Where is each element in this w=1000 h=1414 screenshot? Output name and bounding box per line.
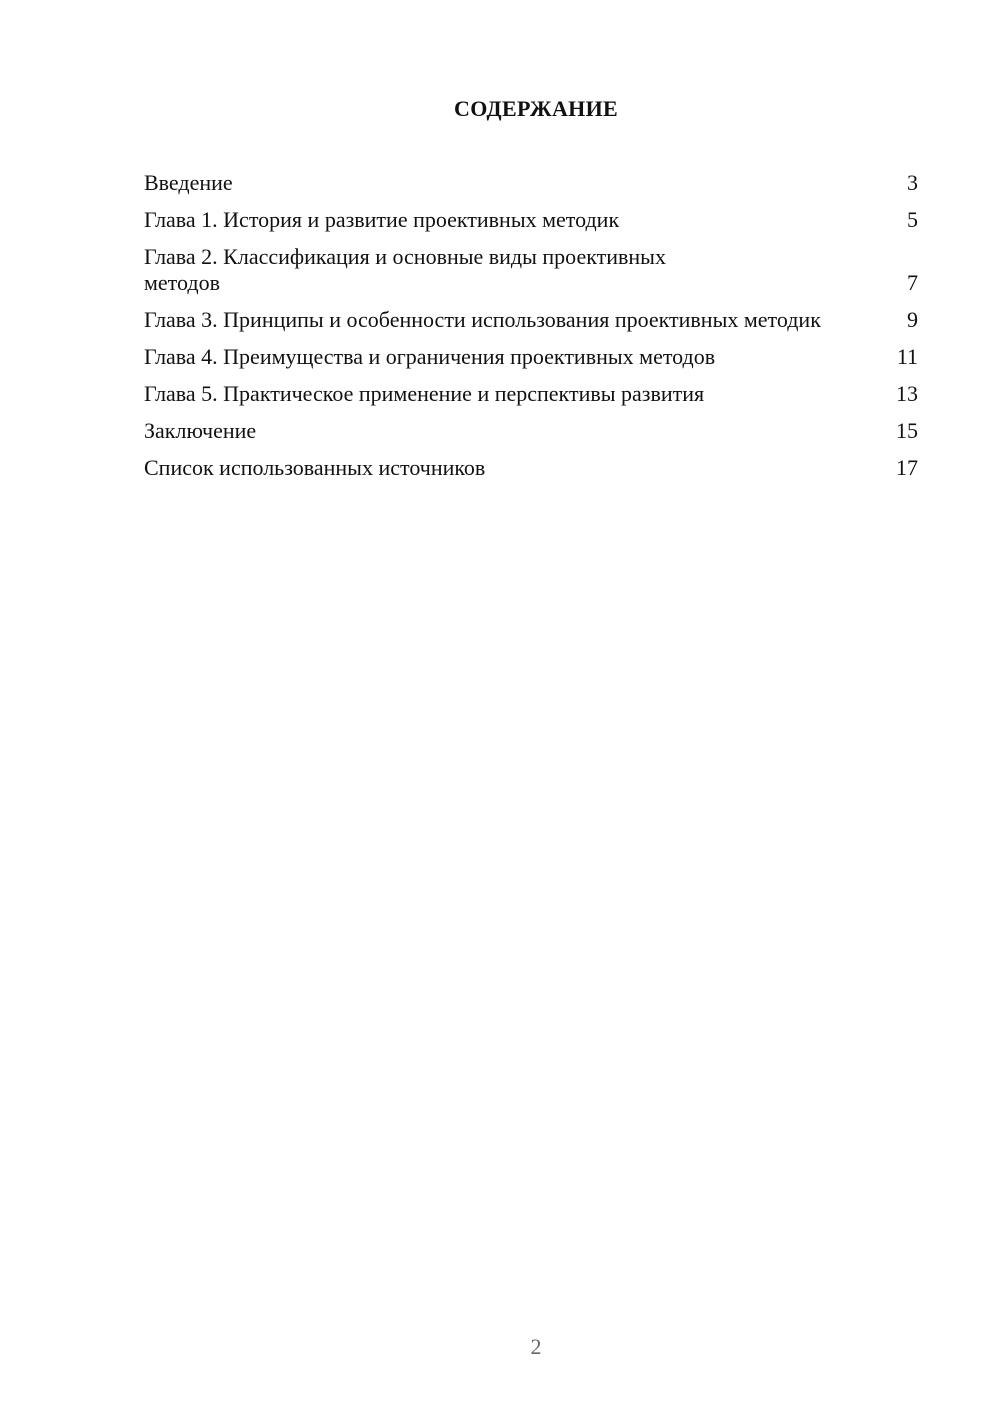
- toc-item-label: Глава 5. Практическое применение и перспективы развития: [144, 381, 705, 406]
- toc-item-chapter-1: [144, 207, 918, 233]
- toc-item-page: 5: [907, 207, 918, 232]
- toc-item-chapter-5: [144, 381, 918, 407]
- toc-item-references: [144, 455, 918, 481]
- toc-item-label: Введение: [144, 170, 233, 195]
- toc-item-page: 3: [907, 170, 918, 195]
- toc-item-label: Заключение: [144, 418, 257, 443]
- page-title: СОДЕРЖАНИЕ: [454, 96, 618, 121]
- toc-item-conclusion: [144, 418, 918, 444]
- toc-item-label: Глава 1. История и развитие проективных методик: [144, 207, 620, 232]
- toc-item-label: Глава 2. Классификация и основные виды проективных методов: [144, 244, 666, 295]
- table-of-contents: [144, 170, 918, 492]
- toc-item-page: 15: [896, 418, 918, 443]
- toc-item-page: 7: [907, 270, 918, 295]
- toc-item-chapter-2: [144, 244, 918, 296]
- page-number: 2: [530, 1334, 542, 1359]
- toc-item-page: 9: [907, 307, 918, 332]
- toc-item-label: Глава 3. Принципы и особенности использования проективных методик: [144, 307, 821, 332]
- toc-item-label: Список использованных источников: [144, 455, 486, 480]
- toc-item-page: 17: [896, 455, 918, 480]
- toc-item-chapter-3: [144, 307, 918, 333]
- toc-item-page: 11: [896, 344, 918, 369]
- toc-item-label: Глава 4. Преимущества и ограничения проективных методов: [144, 344, 716, 369]
- toc-item-chapter-4: [144, 344, 918, 370]
- toc-item-page: 13: [896, 381, 918, 406]
- toc-item-introduction: [144, 170, 918, 196]
